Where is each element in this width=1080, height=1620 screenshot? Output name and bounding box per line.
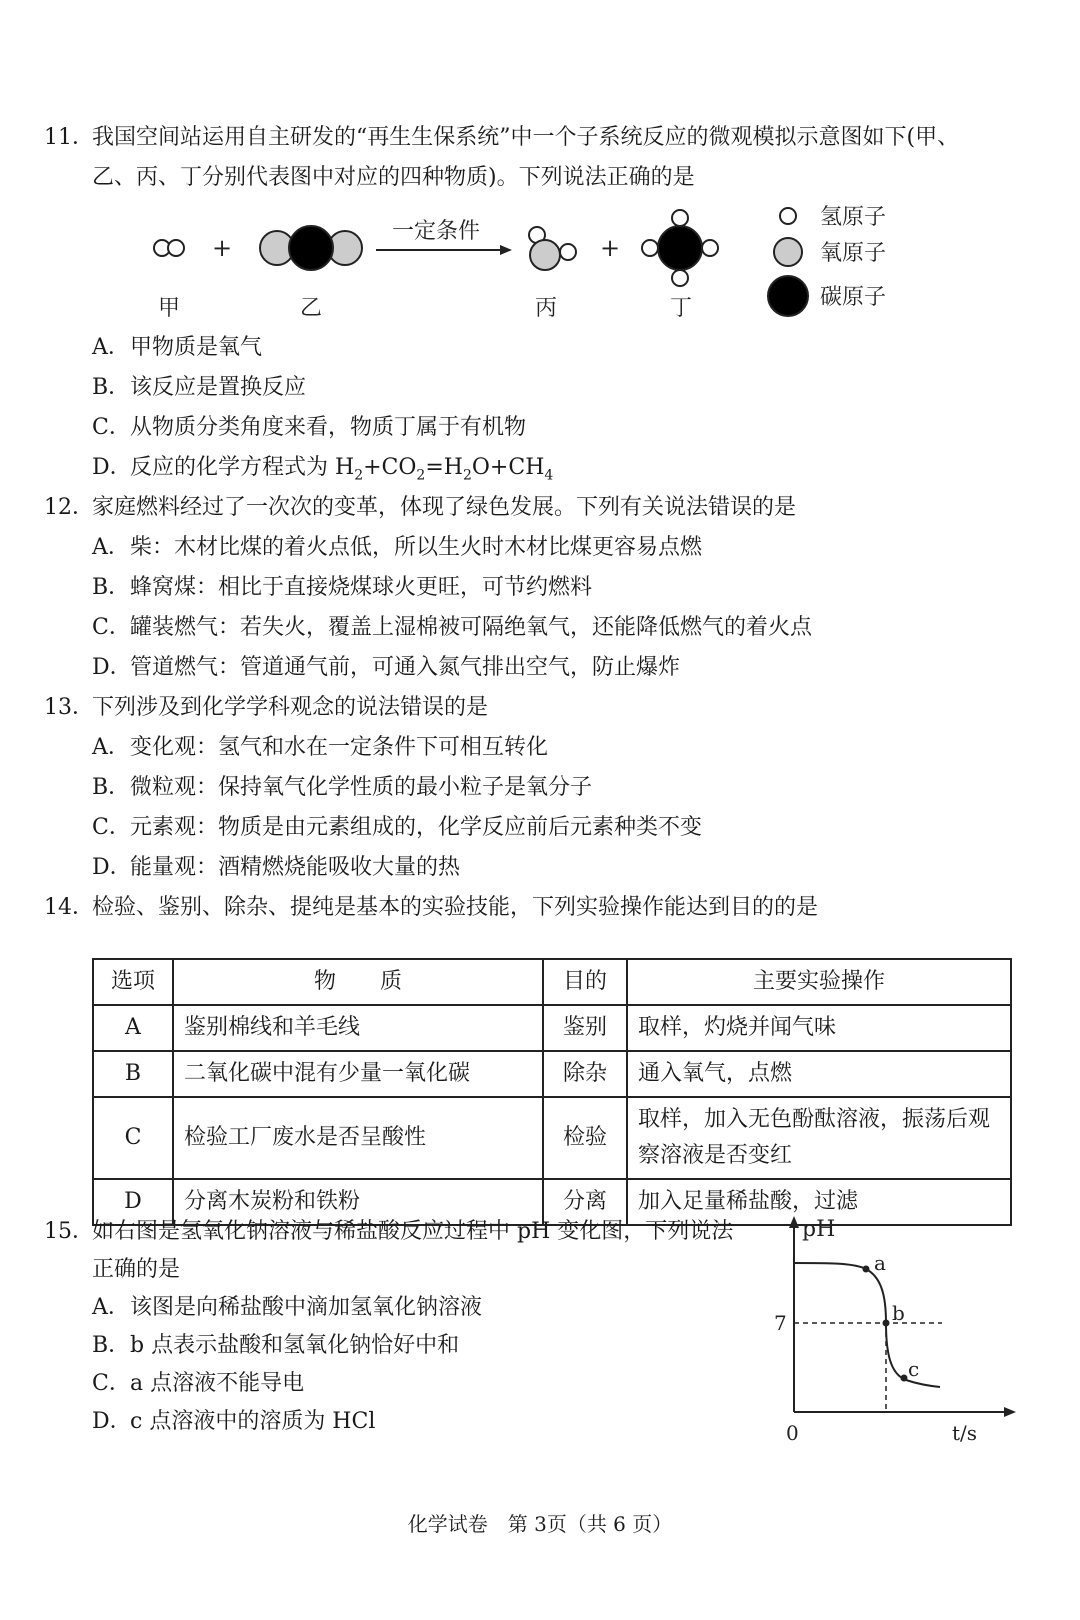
option-text: 该图是向稀盐酸中滴加氢氧化钠溶液 [130, 1295, 483, 1320]
table-row [93, 1005, 1011, 1051]
legend-oxygen-swatch [774, 238, 802, 266]
table-cell: 取样，灼烧并闻气味 [627, 1005, 1011, 1051]
emphasis-char: 错 [400, 695, 423, 720]
table-cell: 分离 [543, 1179, 627, 1225]
emphasis-char: 误 [730, 495, 753, 520]
legend-hydrogen-swatch [780, 208, 796, 224]
table-row [93, 1051, 1011, 1097]
option-letter: C． [92, 415, 131, 440]
question-12 [44, 488, 796, 528]
question-stem: 下列涉及到化学学科观念的说法错误的是 [92, 695, 489, 720]
question-stem: 检验、鉴别、除杂、提纯是基本的实验技能，下列实验操作能达到目的的是 [92, 895, 819, 920]
option-letter: B． [92, 1333, 131, 1358]
option-text: 能量观：酒精燃烧能吸收大量的热 [130, 855, 461, 880]
question-15 [44, 1212, 733, 1252]
arrow-head [500, 245, 512, 255]
option-text: b 点表示盐酸和氢氧化钠恰好中和 [130, 1333, 460, 1358]
option-text: 变化观：氢气和水在一定条件下可相互转化 [130, 735, 549, 760]
legend-oxygen-label: 氧原子 [820, 241, 887, 266]
label-yi: 乙 [300, 296, 323, 321]
table-cell: 二氧化碳中混有少量一氧化碳 [173, 1051, 543, 1097]
option-letter: A． [92, 335, 130, 360]
option-a[interactable] [92, 528, 702, 568]
x-axis-label: t/s [952, 1421, 978, 1445]
point-b [883, 1320, 890, 1327]
option-text: 甲物质是氧气 [130, 335, 263, 360]
table-cell: 鉴别棉线和羊毛线 [173, 1005, 543, 1051]
table-cell: A [93, 1005, 173, 1051]
option-letter: B． [92, 375, 131, 400]
table-cell: 取样，加入无色酚酞溶液，振荡后观察溶液是否变红 [627, 1097, 1011, 1179]
ph-graph [760, 1212, 1020, 1452]
experiment-table [92, 958, 1012, 1226]
label-bing: 丙 [535, 296, 558, 321]
table-cell: C [93, 1097, 173, 1179]
page-footer: 化学试卷 第 3页（共 6 页） [407, 1512, 673, 1536]
option-letter: C． [92, 815, 131, 840]
y-tick-7: 7 [774, 1311, 787, 1335]
legend-hydrogen-label: 氢原子 [820, 205, 887, 230]
reaction-condition: 一定条件 [392, 219, 481, 244]
option-letter: B． [92, 575, 131, 600]
y-axis-label: pH [802, 1217, 836, 1242]
table-cell: 分离木炭粉和铁粉 [173, 1179, 543, 1225]
legend-carbon-label: 碳原子 [820, 285, 887, 310]
y-axis-arrow [789, 1216, 799, 1228]
plus-sign: + [600, 234, 621, 262]
table-cell: B [93, 1051, 173, 1097]
table-header-row [93, 959, 1011, 1005]
table-cell: 加入足量稀盐酸，过滤 [627, 1179, 1011, 1225]
question-11 [44, 118, 959, 158]
option-a[interactable] [92, 728, 548, 768]
option-d[interactable] [92, 1402, 375, 1442]
table-row [93, 1097, 1011, 1179]
option-text: 蜂窝煤：相比于直接烧煤球火更旺，可节约燃料 [130, 575, 593, 600]
plus-sign: + [212, 234, 233, 262]
option-c[interactable] [92, 808, 702, 848]
molecule-bing [529, 227, 576, 270]
molecule-jia [154, 240, 184, 256]
option-text: 柴：木材比煤的着火点低，所以生火时木材比煤更容易点燃 [130, 535, 703, 560]
point-c [901, 1375, 908, 1382]
option-text: a 点溶液不能导电 [130, 1371, 305, 1396]
option-d[interactable] [92, 848, 460, 888]
option-text: 管道燃气：管道通气前，可通入氮气排出空气，防止爆炸 [130, 655, 681, 680]
reaction-diagram [140, 200, 920, 330]
option-text: 从物质分类角度来看，物质丁属于有机物 [130, 415, 527, 440]
origin-label: 0 [786, 1421, 799, 1445]
question-13 [44, 688, 488, 728]
table-cell: 除杂 [543, 1051, 627, 1097]
option-text: 元素观：物质是由元素组成的，化学反应前后元素种类不变 [130, 815, 703, 840]
option-a[interactable] [92, 328, 262, 368]
option-b[interactable] [92, 768, 592, 808]
question-number: 11． [44, 125, 94, 150]
option-d[interactable] [92, 648, 680, 688]
question-number: 13． [44, 695, 94, 720]
option-c[interactable] [92, 608, 812, 648]
option-letter: C． [92, 615, 131, 640]
table-cell: 通入氧气，点燃 [627, 1051, 1011, 1097]
table-header: 目的 [543, 959, 627, 1005]
table-cell: 检验 [543, 1097, 627, 1179]
point-b-label: b [892, 1301, 905, 1325]
option-letter: D． [92, 655, 132, 680]
question-stem-continued: 正确的是 [92, 1257, 181, 1282]
table-cell: 检验工厂废水是否呈酸性 [173, 1097, 543, 1179]
option-letter: C． [92, 1371, 131, 1396]
question-stem: 如右图是氢氧化钠溶液与稀盐酸反应过程中 pH 变化图，下列说法 [92, 1219, 734, 1244]
point-a-label: a [874, 1251, 886, 1275]
table-header: 物 质 [173, 959, 543, 1005]
option-b[interactable] [92, 568, 592, 608]
question-stem-continued: 乙、丙、丁分别代表图中对应的四种物质)。下列说法正确的是 [92, 165, 695, 190]
point-c-label: c [908, 1357, 920, 1381]
label-jia: 甲 [158, 296, 181, 321]
option-letter: D． [92, 855, 132, 880]
option-letter: A． [92, 1295, 130, 1320]
question-number: 15． [44, 1219, 94, 1244]
option-text: 该反应是置换反应 [130, 375, 307, 400]
label-ding: 丁 [670, 296, 693, 321]
option-letter: D． [92, 455, 132, 480]
question-stem: 我国空间站运用自主研发的“再生生保系统”中一个子系统反应的微观模拟示意图如下(甲、 [92, 125, 960, 150]
question-stem: 家庭燃料经过了一次次的变革，体现了绿色发展。下列有关说法错误的是 [92, 495, 797, 520]
option-a[interactable] [92, 1288, 482, 1328]
option-c[interactable] [92, 408, 526, 448]
table-cell: D [93, 1179, 173, 1225]
option-c[interactable] [92, 1364, 304, 1404]
x-axis-arrow [1004, 1407, 1016, 1417]
question-number: 14． [44, 895, 94, 920]
table-cell: 鉴别 [543, 1005, 627, 1051]
option-letter: B． [92, 775, 131, 800]
emphasis-char: 错 [708, 495, 731, 520]
table-header: 选项 [93, 959, 173, 1005]
legend-carbon-swatch [768, 276, 808, 316]
point-a [863, 1266, 870, 1273]
option-b[interactable] [92, 1326, 459, 1366]
chemical-equation: 反应的化学方程式为 $H_2+CO_2=H_2O+CH_4$ [130, 455, 554, 484]
emphasis-char: 误 [422, 695, 445, 720]
question-number: 12． [44, 495, 94, 520]
option-letter: D． [92, 1409, 132, 1434]
option-letter: A． [92, 735, 130, 760]
question-14 [44, 888, 818, 928]
legend [768, 205, 886, 316]
option-text: 微粒观：保持氧气化学性质的最小粒子是氧分子 [130, 775, 593, 800]
option-b[interactable] [92, 368, 306, 408]
option-text: 罐装燃气：若失火，覆盖上湿棉被可隔绝氧气，还能降低燃气的着火点 [130, 615, 813, 640]
option-letter: A． [92, 535, 130, 560]
table-header: 主要实验操作 [627, 959, 1011, 1005]
option-text: c 点溶液中的溶质为 HCl [130, 1409, 376, 1434]
molecule-ding [642, 210, 718, 286]
molecule-yi [260, 226, 362, 270]
